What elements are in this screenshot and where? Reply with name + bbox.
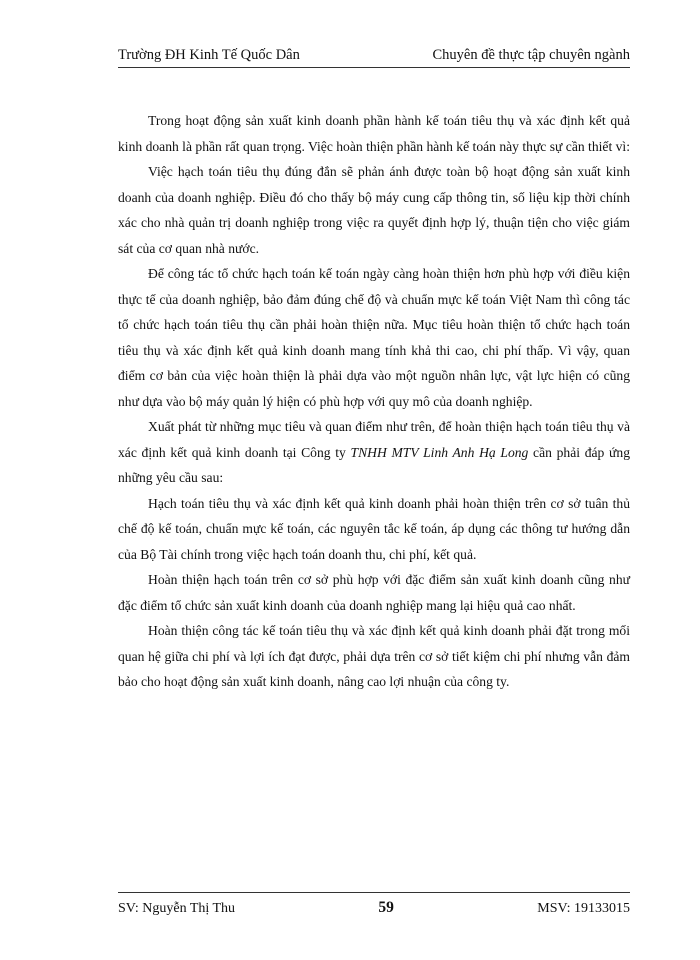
header-report-title: Chuyên đề thực tập chuyên ngành bbox=[432, 47, 630, 63]
footer-student-id: MSV: 19133015 bbox=[537, 901, 630, 916]
paragraph-requirement-fit: Hoàn thiện hạch toán trên cơ sở phù hợp với đặc điểm sản xuất kinh doanh cũng như đặc điểm tổ chức sản xuất kinh doanh của doanh nghiệp mang lại hiệu quả cao nhất. bbox=[118, 572, 630, 613]
page-header bbox=[118, 40, 630, 68]
paragraph-requirement-compliance: Hạch toán tiêu thụ và xác định kết quả kinh doanh phải hoàn thiện trên cơ sở tuân thủ chế độ kế toán, chuẩn mực kế toán, các nguyên tắc kế toán, áp dụng các thông tư hướng dẫn của Bộ Tài chính trong việc hạch toán doanh thu, chi phí, kết quả. bbox=[118, 495, 630, 562]
paragraph-objective: Để công tác tổ chức hạch toán kế toán ngày càng hoàn thiện hơn phù hợp với điều kiện thực tế của doanh nghiệp, bảo đảm đúng chế độ và chuẩn mực kế toán Việt Nam thì công tác tổ chức hạch toán tiêu thụ cần phải hoàn thiện nữa. Mục tiêu hoàn thiện tổ chức hạch toán tiêu thụ và xác định kết quả kinh doanh mang tính khả thi cao, chi phí thấp. Vì vậy, quan điểm cơ bản của việc hoàn thiện là phải dựa vào một nguồn nhân lực, vật lực hiện có cũng như dựa vào bộ máy quản lý hiện có phù hợp với quy mô của doanh nghiệp. bbox=[118, 266, 630, 409]
company-name: TNHH MTV Linh Anh Hạ Long bbox=[350, 444, 529, 460]
footer-student-name: SV: Nguyễn Thị Thu bbox=[118, 901, 236, 916]
page-footer bbox=[118, 892, 630, 917]
paragraph-requirement-cost-benefit: Hoàn thiện công tác kế toán tiêu thụ và xác định kết quả kinh doanh phải đặt trong mối quan hệ giữa chi phí và lợi ích đạt được, phải dựa trên cơ sở tiết kiệm chi phí nhưng vẫn đảm bảo cho hoạt động sản xuất kinh doanh, nâng cao lợi nhuận của công ty. bbox=[118, 623, 630, 689]
page-body bbox=[118, 108, 630, 695]
requirements-text-before: Xuất phát từ những mục tiêu và quan điểm như trên, để hoàn thiện hạch toán tiêu thụ và xác định kết quả kinh doanh tại Công ty bbox=[118, 419, 630, 460]
requirements-text-after: cần phải đáp ứng những yêu cầu sau: bbox=[118, 444, 630, 485]
paragraph-intro: Trong hoạt động sản xuất kinh doanh phần hành kế toán tiêu thụ và xác định kết quả kinh doanh là phần rất quan trọng. Việc hoàn thiện phần hành kế toán này thực sự cần thiết vì: bbox=[118, 113, 630, 154]
paragraph-reason: Việc hạch toán tiêu thụ đúng đắn sẽ phản ánh được toàn bộ hoạt động sản xuất kinh doanh của doanh nghiệp. Điều đó cho thấy bộ máy cung cấp thông tin, số liệu kịp thời chính xác cho nhà quản trị doanh nghiệp trong việc ra quyết định hợp lý, thuận tiện cho việc giám sát của cơ quan nhà nước. bbox=[118, 164, 630, 256]
header-university: Trường ĐH Kinh Tế Quốc Dân bbox=[118, 47, 300, 63]
paragraph-requirements bbox=[118, 414, 630, 491]
page-number: 59 bbox=[378, 899, 394, 916]
